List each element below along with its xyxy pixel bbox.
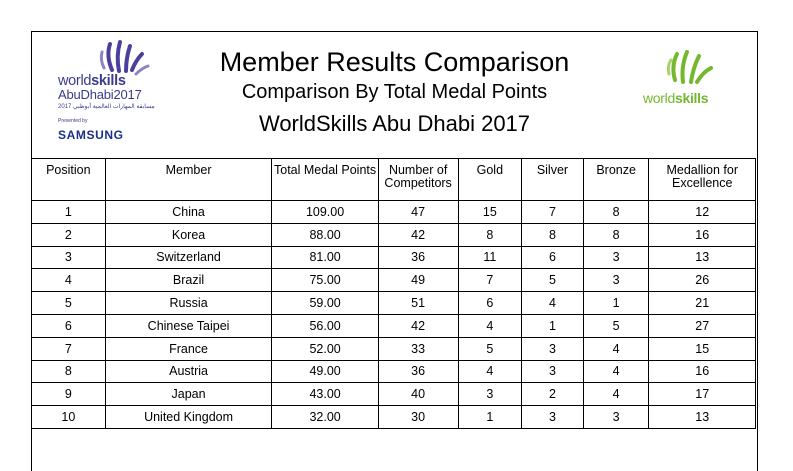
column-header: Bronze [583,159,649,201]
table-cell: 11 [458,246,522,269]
table-cell: 6 [522,246,584,269]
table-cell: 3 [583,406,649,429]
table-cell: 32.00 [272,406,378,429]
table-cell: 81.00 [272,246,378,269]
table-cell: 2 [32,223,106,246]
table-cell: 16 [649,360,756,383]
table-cell: 5 [522,269,584,292]
table-cell: 7 [458,269,522,292]
table-cell: 12 [649,201,756,224]
table-cell: Korea [105,223,272,246]
logo-arabic-text: 2017 مسابقة المهارات العالمية أبوظبي [58,104,155,110]
table-cell: 8 [32,360,106,383]
table-cell: 1 [32,201,106,224]
table-cell: 26 [649,269,756,292]
table-cell: China [105,201,272,224]
table-cell: 21 [649,292,756,315]
table-cell: 59.00 [272,292,378,315]
page-title: Member Results Comparison [219,47,570,77]
table-cell: 8 [583,223,649,246]
table-cell: 7 [522,201,584,224]
results-table [31,158,756,429]
table-cell: 3 [522,337,584,360]
presented-by-label: Presented by [58,118,88,124]
table-cell: 4 [583,360,649,383]
table-cell: Chinese Taipei [105,314,272,337]
table-cell: 42 [378,314,458,337]
table-cell: 8 [522,223,584,246]
table-row [32,201,756,224]
table-cell: 4 [583,337,649,360]
table-cell: 7 [32,337,106,360]
table-cell: France [105,337,272,360]
table-cell: Japan [105,383,272,406]
table-cell: Brazil [105,269,272,292]
column-header: Medallion for Excellence [649,159,756,201]
table-cell: 1 [583,292,649,315]
page-subtitle: Comparison By Total Medal Points [241,81,548,103]
table-cell: 47 [378,201,458,224]
table-cell: 5 [32,292,106,315]
table-cell: 1 [522,314,584,337]
table-cell: Austria [105,360,272,383]
table-cell: 15 [649,337,756,360]
table-cell: 2 [522,383,584,406]
logo-wordmark: worldskills [58,73,126,89]
table-row [32,246,756,269]
report-header [32,32,757,158]
table-cell: 4 [32,269,106,292]
table-cell: 5 [458,337,522,360]
table-cell: 3 [32,246,106,269]
column-header: Gold [458,159,522,201]
table-cell: 36 [378,360,458,383]
table-cell: Russia [105,292,272,315]
table-row [32,314,756,337]
table-cell: Switzerland [105,246,272,269]
worldskills-logo [643,46,727,110]
table-cell: 33 [378,337,458,360]
table-header-row [32,159,756,201]
table-cell: 8 [583,201,649,224]
table-cell: 4 [458,360,522,383]
table-cell: United Kingdom [105,406,272,429]
table-row [32,337,756,360]
table-cell: 3 [583,269,649,292]
column-header: Number of Competitors [378,159,458,201]
table-row [32,383,756,406]
table-cell: 36 [378,246,458,269]
table-cell: 6 [32,314,106,337]
table-row [32,360,756,383]
table-cell: 4 [458,314,522,337]
table-row [32,292,756,315]
table-cell: 43.00 [272,383,378,406]
table-cell: 75.00 [272,269,378,292]
table-cell: 51 [378,292,458,315]
table-cell: 49.00 [272,360,378,383]
table-cell: 6 [458,292,522,315]
table-row [32,406,756,429]
table-cell: 17 [649,383,756,406]
table-cell: 52.00 [272,337,378,360]
document-page [31,31,758,471]
table-cell: 10 [32,406,106,429]
table-cell: 8 [458,223,522,246]
table-cell: 4 [583,383,649,406]
table-cell: 1 [458,406,522,429]
table-cell: 15 [458,201,522,224]
table-cell: 3 [583,246,649,269]
table-cell: 3 [522,406,584,429]
table-cell: 49 [378,269,458,292]
table-cell: 42 [378,223,458,246]
table-cell: 56.00 [272,314,378,337]
worldskills-green-hands-icon [665,46,715,90]
table-cell: 27 [649,314,756,337]
table-cell: 4 [522,292,584,315]
table-cell: 40 [378,383,458,406]
logo-city: AbuDhabi2017 [58,87,142,102]
table-cell: 9 [32,383,106,406]
table-cell: 13 [649,246,756,269]
table-row [32,269,756,292]
table-cell: 5 [583,314,649,337]
column-header: Position [32,159,106,201]
table-cell: 3 [458,383,522,406]
column-header: Member [105,159,272,201]
table-cell: 88.00 [272,223,378,246]
table-cell: 13 [649,406,756,429]
logo-wordmark: worldskills [643,90,709,106]
event-title: WorldSkills Abu Dhabi 2017 [258,111,531,136]
table-cell: 3 [522,360,584,383]
samsung-logo: SAMSUNG [58,128,124,142]
table-cell: 109.00 [272,201,378,224]
table-cell: 16 [649,223,756,246]
column-header: Silver [522,159,584,201]
table-row [32,223,756,246]
column-header: Total Medal Points [272,159,378,201]
table-cell: 30 [378,406,458,429]
